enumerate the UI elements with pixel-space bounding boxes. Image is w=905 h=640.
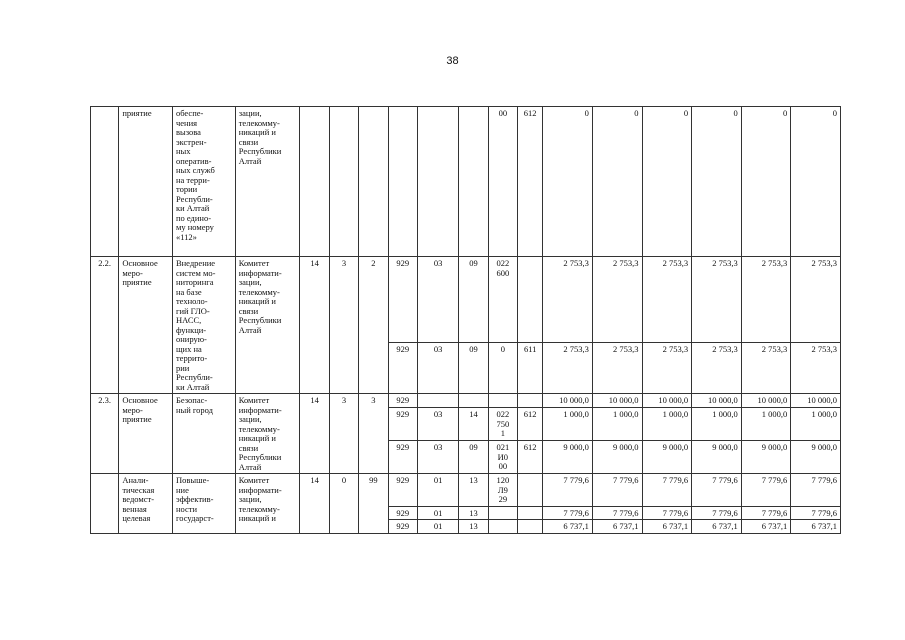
cell-value: 7 779,6 (592, 506, 642, 520)
code-event: 99 (359, 474, 388, 534)
cell-value: 10 000,0 (791, 394, 841, 408)
cell-value: 2 753,3 (592, 343, 642, 394)
cell-vr (518, 257, 543, 343)
cell-value: 6 737,1 (791, 520, 841, 534)
cell-value: 0 (741, 107, 791, 257)
cell-value: 7 779,6 (741, 506, 791, 520)
cell-pr: 13 (459, 506, 488, 520)
cell-csr: 022 600 (488, 257, 517, 343)
cell-pr: 13 (459, 520, 488, 534)
code-event: 3 (359, 394, 388, 474)
cell-grbs: 929 (388, 257, 417, 343)
code-program: 14 (300, 394, 329, 474)
cell-rz: 03 (417, 343, 458, 394)
cell-value: 2 753,3 (592, 257, 642, 343)
cell-value: 7 779,6 (543, 474, 593, 507)
cell-pr: 14 (459, 407, 488, 440)
cell-rz: 03 (417, 407, 458, 440)
cell-value: 9 000,0 (543, 441, 593, 474)
responsible-org: Комитет информати- зации, телекомму- никаций и связи Республики Алтай (235, 394, 300, 474)
cell-value: 10 000,0 (692, 394, 742, 408)
cell-csr (488, 506, 517, 520)
cell-value: 2 753,3 (543, 343, 593, 394)
cell-value: 7 779,6 (692, 506, 742, 520)
cell-vr (518, 394, 543, 408)
cell-value: 2 753,3 (543, 257, 593, 343)
cell-value: 1 000,0 (543, 407, 593, 440)
cell-value: 1 000,0 (592, 407, 642, 440)
cell-value: 2 753,3 (692, 343, 742, 394)
cell-value: 2 753,3 (642, 257, 692, 343)
cell-value: 10 000,0 (642, 394, 692, 408)
cell-value: 0 (791, 107, 841, 257)
event-type: приятие (119, 107, 173, 257)
cell-vr (518, 474, 543, 507)
cell-value: 7 779,6 (791, 506, 841, 520)
responsible-org: зации, телекомму- никаций и связи Республики Алтай (235, 107, 300, 257)
cell-grbs (388, 107, 417, 257)
event-name: обеспе- чения вызова экстрен- ных оператив- ных служб на терри- тории Республи- ки Алтай по едино- му номеру «112» (172, 107, 235, 257)
cell-pr: 09 (459, 257, 488, 343)
event-type: Основное меро- приятие (119, 257, 173, 394)
cell-value: 7 779,6 (642, 474, 692, 507)
code-event: 2 (359, 257, 388, 394)
cell-value: 0 (592, 107, 642, 257)
cell-value: 1 000,0 (642, 407, 692, 440)
cell-csr: 120 Л9 29 (488, 474, 517, 507)
cell-value: 7 779,6 (642, 506, 692, 520)
table-row (91, 107, 841, 257)
cell-value: 9 000,0 (592, 441, 642, 474)
cell-value: 9 000,0 (791, 441, 841, 474)
cell-value: 6 737,1 (543, 520, 593, 534)
cell-value: 7 779,6 (692, 474, 742, 507)
program-table (90, 106, 841, 534)
cell-value: 9 000,0 (741, 441, 791, 474)
cell-grbs: 929 (388, 506, 417, 520)
event-name: Внедрение систем мо- ниторинга на базе техноло- гий ГЛО- НАСС, функци- онирую- щих на террито- рии Республи- ки Алтай (172, 257, 235, 394)
cell-rz: 03 (417, 257, 458, 343)
cell-value: 0 (692, 107, 742, 257)
cell-value: 10 000,0 (741, 394, 791, 408)
row-number: 2.2. (91, 257, 119, 394)
cell-value: 7 779,6 (592, 474, 642, 507)
event-type: Анали- тическая ведомст- венная целевая (119, 474, 173, 534)
cell-csr: 022 750 1 (488, 407, 517, 440)
cell-vr (518, 506, 543, 520)
code-subprogram: 0 (329, 474, 358, 534)
table-row (91, 394, 841, 408)
cell-value: 6 737,1 (692, 520, 742, 534)
code-subprogram: 3 (329, 257, 358, 394)
cell-rz: 01 (417, 520, 458, 534)
cell-vr: 612 (518, 107, 543, 257)
cell-rz: 03 (417, 441, 458, 474)
responsible-org: Комитет информати- зации, телекомму- никаций и (235, 474, 300, 534)
cell-value: 2 753,3 (692, 257, 742, 343)
cell-csr: 021 И0 00 (488, 441, 517, 474)
cell-grbs: 929 (388, 441, 417, 474)
cell-grbs: 929 (388, 394, 417, 408)
cell-value: 7 779,6 (543, 506, 593, 520)
page-number: 38 (446, 55, 459, 67)
cell-value: 7 779,6 (741, 474, 791, 507)
cell-pr: 09 (459, 441, 488, 474)
cell-value: 9 000,0 (642, 441, 692, 474)
cell-grbs: 929 (388, 407, 417, 440)
code-event (359, 107, 388, 257)
cell-rz (417, 394, 458, 408)
cell-value: 6 737,1 (741, 520, 791, 534)
cell-value: 9 000,0 (692, 441, 742, 474)
row-number: 2.3. (91, 394, 119, 474)
cell-value: 2 753,3 (791, 343, 841, 394)
table-row (91, 474, 841, 507)
cell-value: 0 (543, 107, 593, 257)
cell-vr: 612 (518, 407, 543, 440)
table-row (91, 257, 841, 343)
cell-grbs: 929 (388, 474, 417, 507)
cell-csr (488, 520, 517, 534)
event-name: Безопас- ный город (172, 394, 235, 474)
cell-csr (488, 394, 517, 408)
cell-grbs: 929 (388, 520, 417, 534)
cell-value: 10 000,0 (543, 394, 593, 408)
cell-rz: 01 (417, 506, 458, 520)
cell-rz: 01 (417, 474, 458, 507)
cell-csr: 00 (488, 107, 517, 257)
cell-vr: 611 (518, 343, 543, 394)
cell-value: 6 737,1 (642, 520, 692, 534)
cell-value: 1 000,0 (741, 407, 791, 440)
code-subprogram: 3 (329, 394, 358, 474)
code-program: 14 (300, 257, 329, 394)
cell-value: 6 737,1 (592, 520, 642, 534)
cell-value: 1 000,0 (791, 407, 841, 440)
code-program (300, 107, 329, 257)
cell-value: 10 000,0 (592, 394, 642, 408)
row-number (91, 107, 119, 257)
cell-csr: 0 (488, 343, 517, 394)
cell-value: 2 753,3 (791, 257, 841, 343)
event-type: Основное меро- приятие (119, 394, 173, 474)
code-subprogram (329, 107, 358, 257)
cell-value: 2 753,3 (642, 343, 692, 394)
cell-vr (518, 520, 543, 534)
event-name: Повыше- ние эффектив- ности государст- (172, 474, 235, 534)
row-number (91, 474, 119, 534)
responsible-org: Комитет информати- зации, телекомму- никаций и связи Республики Алтай (235, 257, 300, 394)
cell-value: 7 779,6 (791, 474, 841, 507)
cell-pr (459, 394, 488, 408)
cell-pr: 13 (459, 474, 488, 507)
cell-value: 1 000,0 (692, 407, 742, 440)
cell-rz (417, 107, 458, 257)
code-program: 14 (300, 474, 329, 534)
cell-pr: 09 (459, 343, 488, 394)
cell-value: 2 753,3 (741, 343, 791, 394)
cell-vr: 612 (518, 441, 543, 474)
cell-value: 2 753,3 (741, 257, 791, 343)
cell-pr (459, 107, 488, 257)
cell-grbs: 929 (388, 343, 417, 394)
cell-value: 0 (642, 107, 692, 257)
